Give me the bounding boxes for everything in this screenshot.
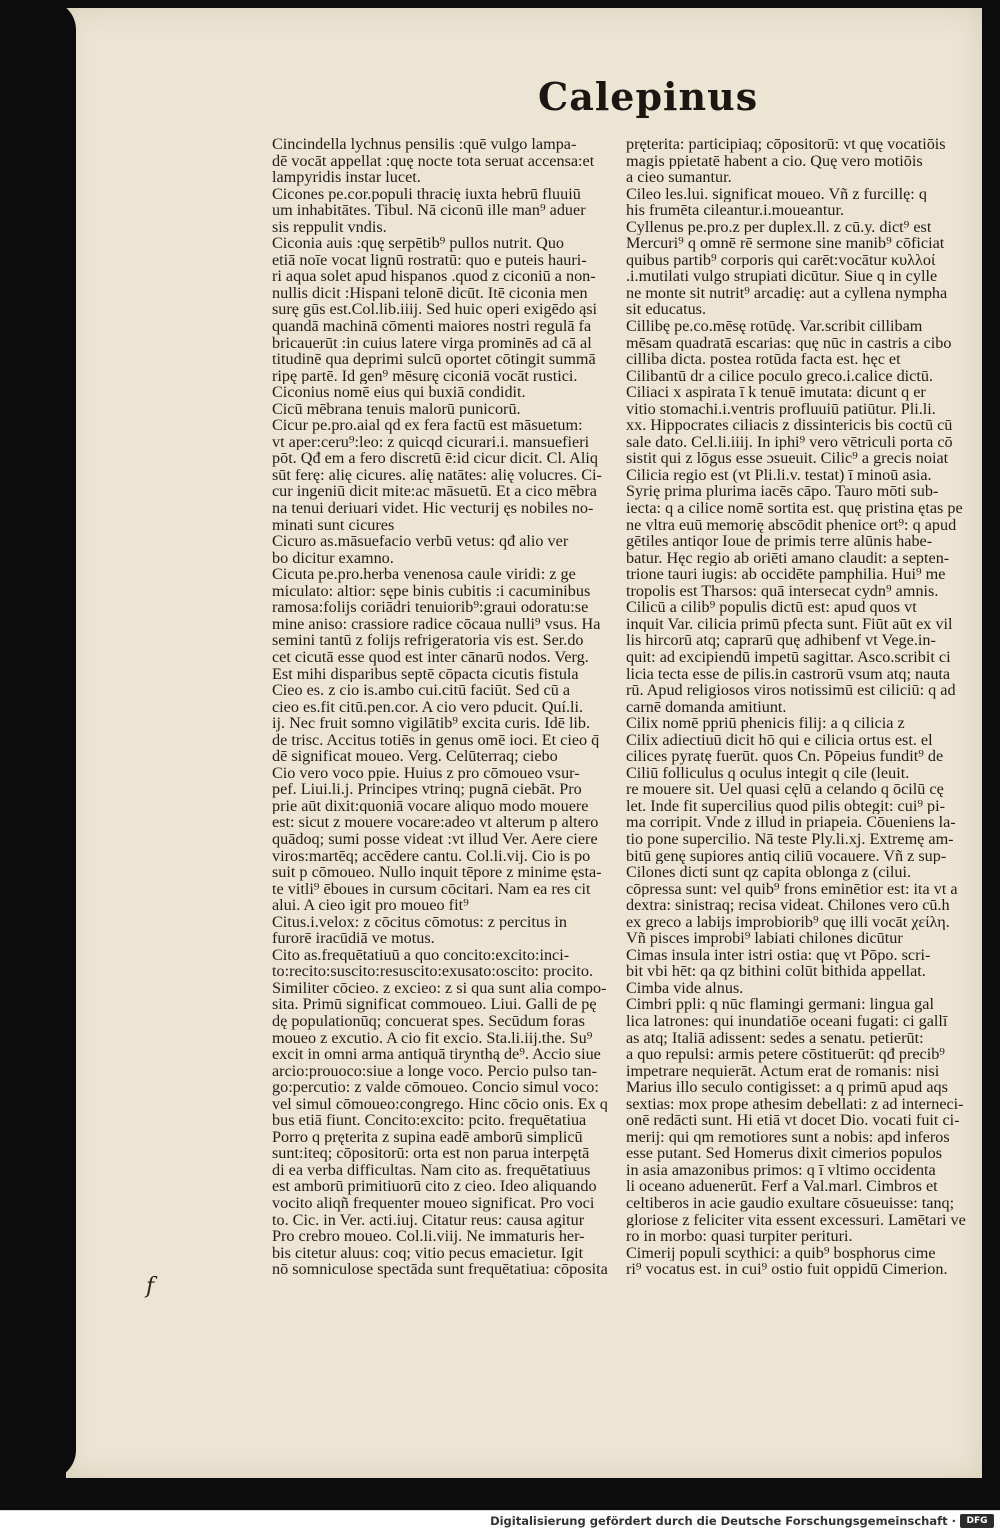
text-line: sunt:iteq; cōpositorū: orta est non parua interpętā: [272, 1145, 590, 1162]
text-line: Cyllenus pe.pro.z per duplex.ll. z cū.y. dict⁹ est: [626, 218, 932, 236]
text-line: Cillibę pe.co.mēsę rotūdę. Var.scribit cillibam: [626, 318, 923, 335]
text-line: moueo z excutio. A cio fit excio. Sta.li.iij.the. Su⁹: [272, 1029, 593, 1047]
text-line: mēsam quadratā escarias: quę nūc in castris a cibo: [626, 334, 952, 352]
text-line: Cilicia regio est (vt Pli.li.v. testat) ī minoū asia.: [626, 466, 932, 484]
text-line: tropolis est Tharsos: quā intersecat cydn⁹ amnis.: [626, 582, 939, 600]
text-line: Similiter cōcieo. z excieo: z si qua sunt alia compo-: [272, 979, 607, 997]
running-head: Calepinus: [538, 74, 759, 119]
text-line: mine aniso: crassiore radice cōcaua nulli⁹ vsus. Ha: [272, 615, 601, 633]
text-line: ex greco a labijs improbiorib⁹ quę illi vocāt χείλη.: [626, 913, 950, 931]
text-line: celtiberos in acie gaudio exultare cōsueuisse: tanq;: [626, 1195, 955, 1212]
text-line: in asia amazonibus primos: q ī vltimo occidenta: [626, 1161, 936, 1179]
text-line: ne monte sit nutrit⁹ arcadię: aut a cyllena nympha: [626, 284, 948, 302]
text-line: na tenui deriuari videt. Hic vecturij ęs nobiles no-: [272, 500, 594, 517]
text-line: est: sicut z mouere vocare:adeo vt alterum p altero: [272, 814, 599, 831]
text-line: pef. Liui.li.j. Principes vtrinq; pugnā ciebāt. Pro: [272, 781, 582, 798]
text-line: Est mihi disparibus septē cōpacta cicutis fistula: [272, 665, 579, 683]
text-line: Vñ pisces improbi⁹ labiati chilones dicūtur: [626, 930, 903, 947]
text-line: bus etiā fiunt. Concito:excito: pcito. frequētatiua: [272, 1112, 587, 1129]
text-line: quibus partib⁹ corporis qui carēt:vocātur κυλλοί: [626, 251, 936, 269]
text-line: cōpressa sunt: vel quib⁹ frons eminētior est: ita vt a: [626, 880, 958, 898]
text-line: surę gūs est.Col.lib.iiij. Sed huic operi exigēdo ąsi: [272, 301, 598, 319]
text-line: arcio:prouoco:siue a longe voco. Percio pulso tan-: [272, 1062, 598, 1080]
dfg-logo-icon: DFG: [960, 1514, 994, 1528]
text-line: alui. A cieo igit pro moueo fit⁹: [272, 897, 469, 914]
text-line: Citus.i.velox: z cōcitus cōmotus: z percitus in: [272, 913, 567, 931]
text-line: dę populationūq; concuerat spes. Secūdum foras: [272, 1012, 585, 1030]
text-line: Porro q pręterita z supina eadē amborū simplicū: [272, 1128, 583, 1146]
text-line: cet cicutā esse quod est inter cānarū nodos. Verg.: [272, 648, 589, 666]
text-line: te vitli⁹ ēboues in cursum cōcitari. Nam ea res cit: [272, 880, 591, 898]
text-line: Ciliū folliculus q oculus integit q cile (leuit.: [626, 764, 910, 782]
text-line: Ciconia auis :quę serpētib⁹ pullos nutrit. Quo: [272, 235, 565, 252]
text-line: vel simul cōmoueo:congrego. Hinc cōcio onis. Ex q: [272, 1095, 608, 1113]
text-line: batur. Hęc regio ab oriēti amano claudit: a septen-: [626, 549, 950, 567]
text-line: Cito as.frequētatiuū a quo concito:excito:inci-: [272, 946, 570, 964]
text-line: bo dicitur examno.: [272, 549, 394, 567]
left-text-column: [272, 136, 618, 1278]
text-line: pręterita: participiaq; cōpositorū: vt quę vocatiōis: [626, 136, 946, 153]
text-line: li oceano aduenerūt. Ferf a Val.marl. Cimbros et: [626, 1178, 938, 1195]
text-line: semini tantū z folijs refrigeratoria vis est. Ser.do: [272, 632, 584, 649]
text-line: Mercuri⁹ q omnē rē sermone sine manib⁹ cōficiat: [626, 235, 945, 252]
text-line: onē redācti sunt. Hi etiā vt docet Dio. vocati fuit ci-: [626, 1112, 960, 1129]
text-line: lampyridis instar lucet.: [272, 169, 421, 186]
text-line: Cimba vide alnus.: [626, 979, 744, 997]
text-line: ro in morbo: quasi turpiter perituri.: [626, 1228, 853, 1245]
text-line: sale dato. Cel.li.iiij. In iphi⁹ vero vētriculi porta cō: [626, 433, 953, 451]
text-line: cilliba dicta. postea rotūda facta est. hęc et: [626, 351, 901, 368]
text-line: a cieo sumantur.: [626, 169, 732, 186]
text-line: quādoq; sumi posse videat :vt illud Ver. Aere ciere: [272, 830, 598, 848]
text-line: bit vbi hēt: qa qz bithini colūt bithida appellat.: [626, 963, 926, 980]
text-line: Cilibantū dr a cilice poculo greco.i.calice dictū.: [626, 367, 933, 385]
text-line: trione tauri iugis: ab occidēte pamphilia. Hui⁹ me: [626, 566, 946, 583]
text-line: Cieo es. z cio is.ambo cui.citū faciūt. Sed cū a: [272, 682, 571, 699]
text-line: as atq; Italiā adissent: sedes a senatu. petierūt:: [626, 1029, 924, 1047]
text-line: di ea verba difficultas. Nam cito as. frequētatiuus: [272, 1161, 591, 1179]
text-line: lica latrones: qui inundatiōe oceani fugati: ci gallī: [626, 1012, 948, 1030]
text-line: etiā noīe vocat lignū rostratū: quo e puteis hauri-: [272, 251, 587, 269]
text-line: esse putant. Sed Homerus dixit cimerios populos: [626, 1145, 943, 1162]
text-line: ne vltra euū memorię abscōdit phenice ort⁹: q apud: [626, 516, 957, 534]
text-line: cur ingeniū dicit mite:ac māsuetū. Et a cico mēbra: [272, 483, 597, 501]
text-line: ma corripit. Vnde z illud in priapeia. Cōueniens la-: [626, 814, 956, 831]
text-line: titudinē qua deprimi sulcū oportet cōtingit summā: [272, 351, 596, 368]
page-signature-mark: f: [146, 1274, 155, 1299]
text-line: miculato: altior: sępe binis cubitis :i cacuminibus: [272, 582, 591, 600]
text-line: Cilix adiectiuū dicit hō qui e cilicia ortus est. el: [626, 731, 933, 749]
text-line: Cicuta pe.pro.herba venenosa caule viridi: z ge: [272, 566, 576, 583]
text-line: nullis dicit :Hispani telonē dicūt. Itē ciconia men: [272, 284, 588, 302]
text-line: a quo repulsi: armis petere cōstituerūt: qđ precib⁹: [626, 1046, 945, 1063]
funding-credit: Digitalisierung gefördert durch die Deutsche Forschungsgemeinschaft ·: [490, 1514, 956, 1528]
text-line: Cio vero voco ppie. Huius z pro cōmoueo vsur-: [272, 764, 580, 782]
text-line: Cimbri ppli: q nūc flamingi germani: lingua gal: [626, 996, 934, 1013]
text-line: impetrare nequierāt. Actum erat de romanis: nisi: [626, 1062, 940, 1080]
text-line: Cicū mēbrana tenuis malorū punicorū.: [272, 400, 521, 418]
text-line: cilices pyratę fuerūt. quos Cn. Pōpeius fundit⁹ de: [626, 748, 944, 765]
text-line: re mouere sit. Uel quasi cęlū a celando q ōcilū cę: [626, 781, 944, 798]
text-line: ri⁹ vocatus est. in cui⁹ ostio fuit oppidū Cimerion.: [626, 1261, 948, 1278]
text-line: Cicur pe.pro.aial qd ex fera factū est māsuetum:: [272, 417, 583, 434]
text-line: est amborū primitiuorū cito z cieo. Ideo aliquando: [272, 1178, 597, 1195]
text-line: sistit qui z lōgus esse ɔsueuit. Cilic⁹ a grecis noiat: [626, 450, 949, 467]
text-line: Ciliaci x aspirata ī k tenuē imutata: dicunt q er: [626, 384, 926, 401]
text-line: excit in omni arma antiquā tirynthą de⁹. Accio siue: [272, 1046, 601, 1063]
text-line: ramosa:folijs coriādri tenuiorib⁹:graui odoratu:se: [272, 599, 589, 616]
text-line: sit educatus.: [626, 301, 707, 319]
text-line: dē significat moueo. Verg. Celūterraq; ciebo: [272, 748, 558, 765]
text-line: bis citetur aluus: coq; vitio pecus emacietur. Igit: [272, 1244, 584, 1262]
text-line: merij: qui qm remotiores sunt a nobis: apd inferos: [626, 1128, 950, 1146]
text-line: dē vocāt appellat :quę nocte tota seruat accensa:et: [272, 152, 595, 170]
text-line: tio pone supercilio. Nā teste Ply.li.xj. Extremę am-: [626, 830, 954, 848]
text-line: pōt. Qđ em a fero discretū ē:id cicur dicit. Cl. Aliq: [272, 450, 598, 467]
text-line: gētiles antiqor Ioue de primis terre alūnis habe-: [626, 533, 933, 550]
text-line: minati sunt cicures: [272, 516, 395, 534]
text-line: licia tecta esse de pilis.in castrorū vsum atq; nauta: [626, 665, 951, 683]
text-line: sis reppulit vndis.: [272, 218, 387, 236]
text-line: sextias: mox prope athesim debellati: z ad interneci-: [626, 1095, 964, 1113]
text-line: um inhabitātes. Tibul. Nā ciconū ille man⁹ aduer: [272, 202, 586, 219]
text-line: gloriose z feliciter vita essent excessuri. Lamētari ve: [626, 1211, 966, 1229]
text-line: Cilix nomē ppriū phenicis filij: a q cilicia z: [626, 715, 905, 732]
text-line: magis ppietatē habent a cio. Quę vero motiōis: [626, 152, 923, 170]
text-line: Cicones pe.cor.populi thracię iuxta hebrū fluuiū: [272, 185, 581, 203]
text-line: bitū genę supiores antiq ciliū vocauere. Vñ z sup-: [626, 847, 947, 865]
text-line: Cimerij populi scythici: a quib⁹ bosphorus cime: [626, 1244, 936, 1262]
text-line: vitio stomachi.i.ventris profluuiū patiūtur. Pli.li.: [626, 400, 936, 418]
text-line: viros:martēq; accēdere cantu. Col.li.vij. Cio is po: [272, 847, 591, 865]
text-line: carnē domanda amitiunt.: [626, 698, 787, 716]
text-line: iecta: q a cilice nomē sortita est. quę pristina ętas pe: [626, 500, 963, 517]
text-line: bricauerūt :in cuius latere virga prominēs ad cā al: [272, 334, 592, 352]
text-line: ij. Nec fruit somno vigilātib⁹ excita curis. Idē lib.: [272, 715, 591, 732]
text-line: nō somniculose spectāda sunt frequētatiua: cōposita: [272, 1261, 608, 1278]
text-line: Marius illo seculo contigisset: a q primū apud aqs: [626, 1079, 948, 1096]
text-line: de trisc. Accitus totiēs in genus omē ioci. Et cieo q̄: [272, 731, 600, 749]
text-line: xx. Hippocrates ciliacis z dissintericis bis coctū cū: [626, 417, 953, 434]
text-line: Cilicū a cilib⁹ populis dictū est: apud quos vt: [626, 599, 917, 616]
text-line: .i.mutilati vulgo strupiati dicūtur. Siue q in cylle: [626, 268, 938, 285]
text-line: prie aūt dixit:quoniā vocare aliquo modo mouere: [272, 797, 589, 815]
text-line: cieo es.fit citū.pen.cor. A cio vero pducit. Quí.li.: [272, 698, 584, 716]
text-line: Cincindella lychnus pensilis :quē vulgo lampa-: [272, 136, 577, 153]
text-line: his frumēta cileantur.i.moueantur.: [626, 202, 845, 219]
text-line: quandā machinā cōmenti maiores nostri regulā fa: [272, 318, 592, 335]
text-line: furorē iracūdiā ve motus.: [272, 930, 435, 947]
text-line: lis hircorū atq; caprarū quę adhibenf vt Vege.in-: [626, 632, 936, 649]
text-line: rū. Apud religiosos viros notissimū est ciliciū: q ad: [626, 682, 956, 699]
text-line: sūt ferę: alię cicures. alię natātes: alię volucres. Ci-: [272, 466, 602, 484]
right-text-column: [626, 136, 976, 1278]
text-line: ripę partē. Id gen⁹ mēsurę ciconiā vocāt rustici.: [272, 367, 578, 385]
text-line: sita. Primū significat commoueo. Liui. Galli de pę: [272, 996, 597, 1013]
text-line: to. Cic. in Ver. acti.iuj. Citatur reus: causa agitur: [272, 1211, 585, 1229]
text-line: vt aper:ceru⁹:leo: z quicqd cicurari.i. mansuefieri: [272, 433, 590, 451]
text-line: Syrię prima plurima iacēs cāpo. Tauro mōti sub-: [626, 483, 939, 501]
text-line: quit: ad excipiendū impetū sagittar. Asco.scribit ci: [626, 648, 951, 666]
text-line: ri aqua solet apud hispanos .quod z ciconiū a non-: [272, 268, 596, 285]
text-line: Cimas insula inter istri ostia: quę vt Pōpo. scri-: [626, 946, 931, 964]
footer-bar: [0, 1510, 1000, 1532]
text-line: Ciconius nomē eius qui buxiā condidit.: [272, 384, 526, 401]
text-line: Pro crebro moueo. Col.li.viij. Ne immaturis her-: [272, 1228, 585, 1245]
text-line: Cileo les.lui. significat moueo. Vñ z furcillę: q: [626, 185, 927, 203]
text-line: dextra: sinistraq; recisa videat. Chilones vero cū.h: [626, 897, 950, 914]
text-line: let. Inde fit supercilius quod pilis obtegit: cui⁹ pi-: [626, 797, 945, 815]
text-line: go:percutio: z valde cōmoueo. Concio simul voco:: [272, 1079, 599, 1096]
text-line: Cicuro as.māsuefacio verbū vetus: qđ alio ver: [272, 533, 569, 550]
text-line: vocito aliqñ frequenter moueo significat. Pro voci: [272, 1195, 595, 1212]
text-line: inquit Var. cilicia primū pfecta sunt. Fiūt aūt ex vil: [626, 615, 953, 633]
text-line: suit p cōmoueo. Nullo inquit tēpore z minime ęsta-: [272, 864, 602, 881]
text-line: to:recito:suscito:resuscito:exusato:oscito: procito.: [272, 963, 593, 980]
text-line: Cilones dicti sunt qz capita oblonga z (cilui.: [626, 864, 912, 881]
